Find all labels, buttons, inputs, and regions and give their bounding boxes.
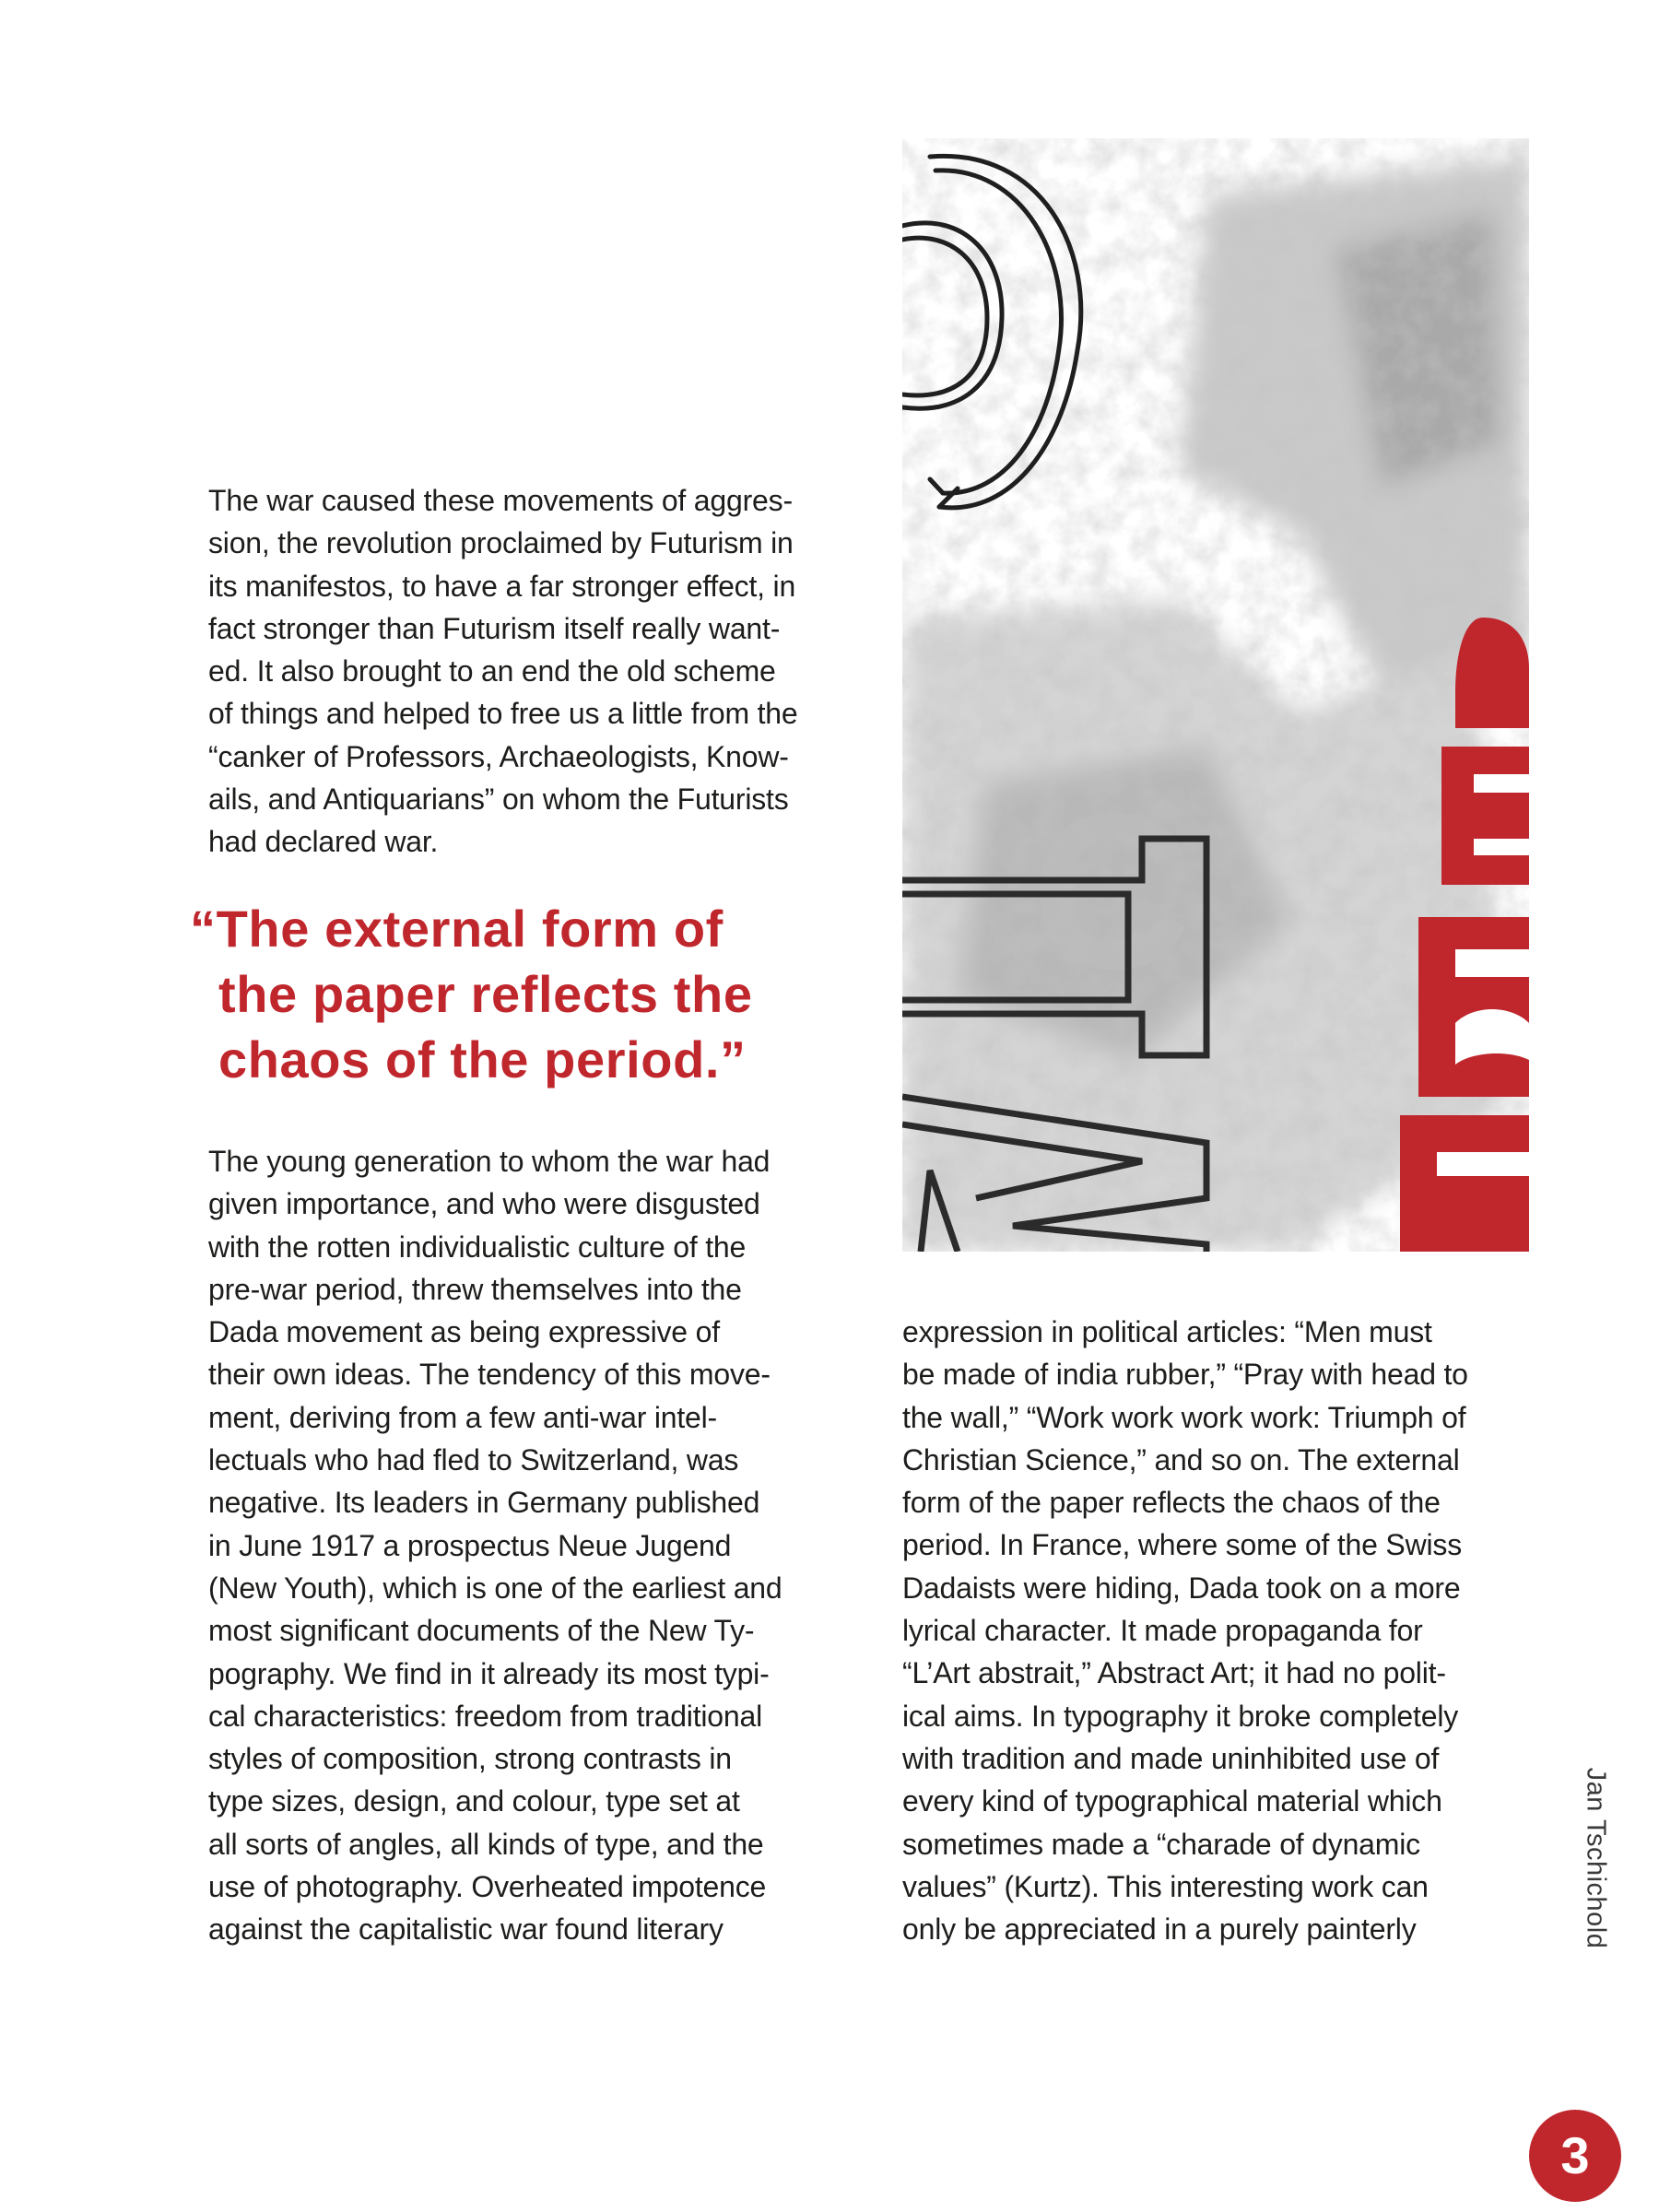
pull-quote [190,896,753,1092]
left-column-paragraph [208,1140,782,1951]
text-line: negative. Its leaders in Germany published [208,1486,760,1520]
text-line: ical aims. In typography it broke completely [902,1699,1459,1733]
grunge-letterforms-graphic [902,138,1529,1252]
text-line: “canker of Professors, Archaeologists, Know- [208,739,789,773]
text-line: ment, deriving from a few anti-war intel- [208,1400,718,1434]
svg-text:C: C [1031,768,1192,1015]
text-line: of things and helped to free us a little from the [208,697,798,731]
text-line: the wall,” “Work work work work: Triumph of [902,1400,1466,1434]
text-line: every kind of typographical material which [902,1784,1442,1818]
text-line: only be appreciated in a purely painterly [902,1912,1417,1947]
text-line: lyrical character. It made propaganda for [902,1614,1423,1648]
pull-quote-line: “The external form of [190,900,724,958]
text-line: had declared war. [208,825,439,859]
text-line: most significant documents of the New Ty- [208,1614,755,1648]
text-line: sometimes made a “charade of dynamic [902,1827,1420,1861]
text-line: cal characteristics: freedom from traditional [208,1699,763,1733]
text-line: in June 1917 a prospectus Neue Jugend [208,1528,732,1562]
text-line: The young generation to whom the war had [208,1145,771,1178]
intro-paragraph [208,479,797,864]
text-line: pography. We find in it already its most typi- [208,1656,770,1690]
author-credit [1579,1751,1612,1965]
text-line: all sorts of angles, all kinds of type, and the [208,1827,764,1861]
pull-quote-line: chaos of the period.” [218,1030,747,1088]
text-line: ed. It also brought to an end the old scheme [208,654,776,688]
text-line: “L’Art abstrait,” Abstract Art; it had no polit- [902,1656,1446,1690]
text-line: given importance, and who were disgusted [208,1187,760,1221]
text-line: its manifestos, to have a far stronger effect, in [208,569,796,603]
text-line: lectuals who had fled to Switzerland, was [208,1443,739,1477]
text-line: sion, the revolution proclaimed by Futurism in [208,526,794,560]
text-line: values” (Kurtz). This interesting work can [902,1869,1429,1903]
page-number-badge [1529,2110,1621,2202]
text-line: with tradition and made uninhibited use of [902,1741,1440,1775]
author-name: Jan Tschichold [1581,1767,1611,1949]
text-line: type sizes, design, and colour, type set at [208,1784,740,1818]
text-line: against the capitalistic war found literary [208,1912,724,1947]
text-line: use of photography. Overheated impotence [208,1870,767,1904]
right-column-paragraph [902,1311,1468,1950]
text-line: their own ideas. The tendency of this move- [208,1358,771,1392]
text-line: Dadaists were hiding, Dada took on a more [902,1571,1461,1605]
text-line: with the rotten individualistic culture of the [208,1230,747,1264]
text-line: fact stronger than Futurism itself really want- [208,611,781,645]
text-line: Christian Science,” and so on. The external [902,1442,1460,1477]
text-line: pre-war period, threw themselves into the [208,1272,742,1306]
page-number: 3 [1560,2126,1590,2184]
pull-quote-line: the paper reflects the [218,965,753,1023]
text-line: ails, and Antiquarians” on whom the Futurists [208,782,789,817]
text-line: be made of india rubber,” “Pray with head to [902,1358,1468,1392]
text-line: expression in political articles: “Men must [902,1315,1432,1348]
text-line: The war caused these movements of aggres- [208,484,793,517]
text-line: styles of composition, strong contrasts in [208,1742,732,1776]
text-line: (New Youth), which is one of the earliest and [208,1571,782,1605]
text-line: Dada movement as being expressive of [208,1315,720,1349]
decorative-typography-artwork [902,138,1529,1252]
text-line: period. In France, where some of the Swiss [902,1528,1462,1562]
text-line: form of the paper reflects the chaos of the [902,1486,1441,1520]
